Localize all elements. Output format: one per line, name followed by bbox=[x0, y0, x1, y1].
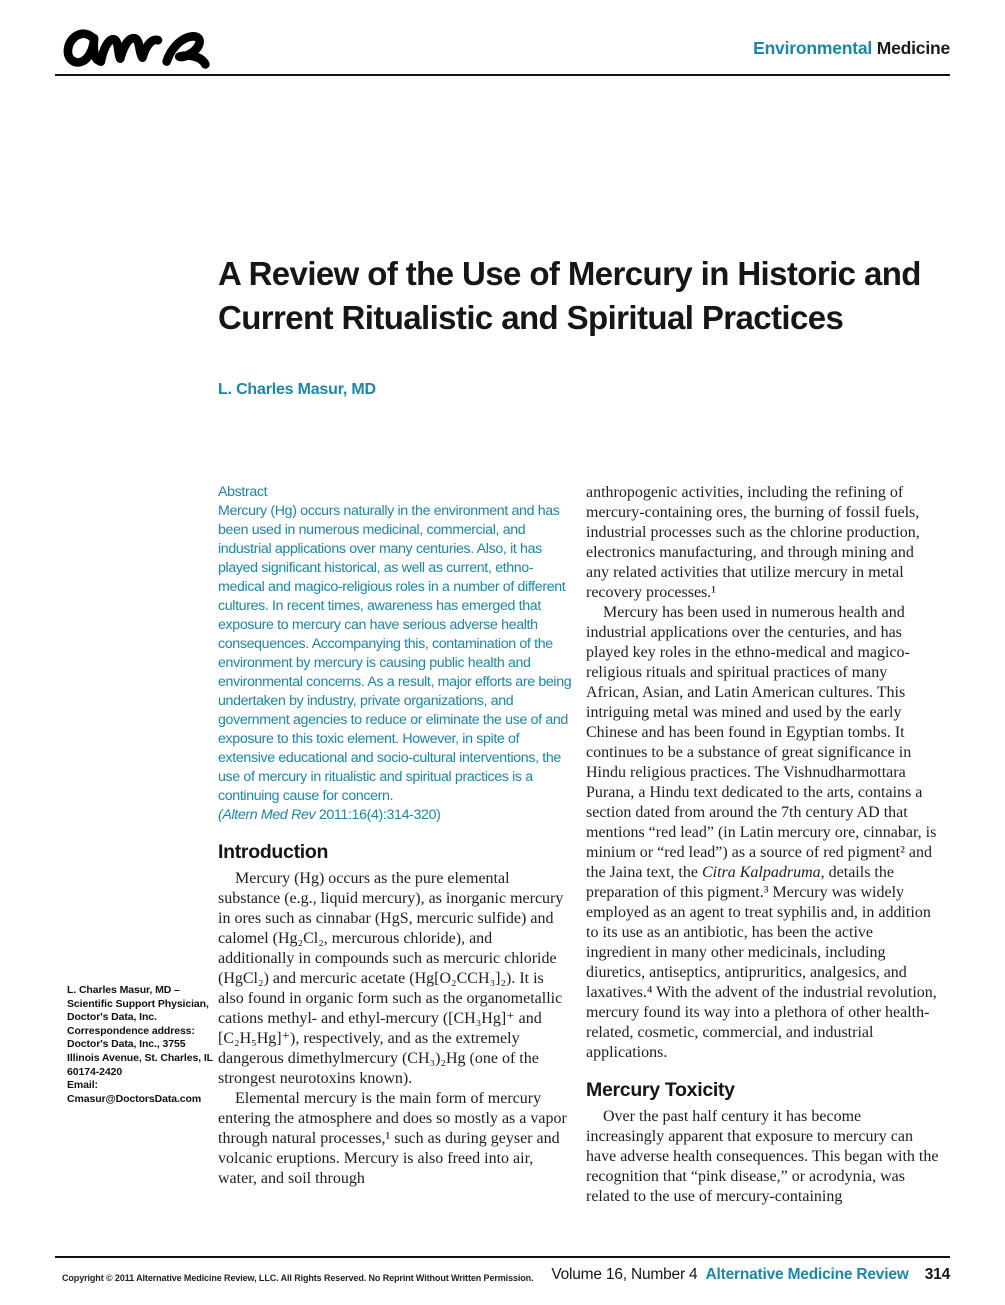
abstract-body: Mercury (Hg) occurs naturally in the environment and has been used in numerous medicinal, commercial, and industrial applications over many centuries. Also, it has played significant historical, as well as current, ethno-medical and magico-religious roles in a number of different cultures. In recent times, awareness has emerged that exposure to mercury can have serious adverse health consequences. Accompanying this, contamination of the environment by mercury is causing public health and environmental concerns. As a result, major efforts are being undertaken by industry, private organizations, and government agencies to reduce or eliminate the use of and exposure to this toxic element. However, in spite of extensive educational and socio-cultural interventions, the use of mercury in ritualistic and spiritual practices is a continuing cause for concern. bbox=[218, 503, 572, 804]
section-banner bbox=[753, 38, 950, 59]
footer-journal-info bbox=[551, 1266, 950, 1284]
left-column bbox=[218, 483, 572, 1189]
page-title: A Review of the Use of Mercury in Historic and Current Ritualistic and Spiritual Practices bbox=[218, 255, 921, 336]
toxicity-paragraph: Over the past half century it has become increasingly apparent that exposure to mercury can have adverse health consequences. This began with the recognition that “pink disease,” or acrodynia, was related to the use of mercury-containing bbox=[586, 1108, 939, 1205]
copyright-notice: Copyright © 2011 Alternative Medicine Review, LLC. All Rights Reserved. No Reprint Without Written Permission. bbox=[62, 1273, 534, 1283]
journal-name: Alternative Medicine Review bbox=[705, 1266, 909, 1283]
section-banner-type: Medicine bbox=[876, 38, 950, 58]
correspondence-line: 60174-2420 bbox=[67, 1065, 123, 1078]
correspondence-line: Scientific Support Physician, bbox=[67, 997, 209, 1010]
right-column bbox=[586, 483, 940, 1207]
correspondence-email: Cmasur@DoctorsData.com bbox=[67, 1092, 202, 1105]
author-correspondence bbox=[67, 984, 227, 1106]
abstract-citation: (Altern Med Rev bbox=[218, 807, 319, 823]
header-divider bbox=[55, 74, 950, 76]
cited-work-title: Citra Kalpadruma bbox=[701, 864, 821, 881]
abstract-citation-numbers: 2011:16(4):314-320) bbox=[318, 807, 441, 823]
correspondence-line: Email: bbox=[67, 1079, 98, 1092]
abstract-block bbox=[218, 483, 572, 825]
abstract-heading: Abstract bbox=[218, 484, 268, 500]
footer-divider bbox=[55, 1256, 950, 1258]
author-name: L. Charles Masur, MD bbox=[218, 381, 376, 398]
mercury-toxicity-heading: Mercury Toxicity bbox=[586, 1079, 735, 1101]
volume-number: Volume 16, Number 4 bbox=[551, 1266, 698, 1283]
amr-logo bbox=[57, 16, 227, 76]
section-banner-category: Environmental bbox=[753, 38, 873, 58]
mercury-toxicity-text bbox=[586, 1107, 940, 1207]
history-text-pre: Mercury has been used in numerous health and industrial applications over the centuries, and has played key roles in the ethno-medical and magico-religious rituals and spiritual practices of many African, Asian, and Latin American cultures. This intriguing metal was mined and used by the early Chinese and has been found in Egyptian tombs. It continues to be a substance of great significance in Hindu religious practices. The Vishnudharmottara Purana, a Hindu text dedicated to the arts, contains a section dated from around the 7th century AD that mentions “red lead” (in Latin mercury ore, cinnabar, is minium or “red lead”) as a source of red pigment² and the Jaina text, the bbox=[586, 604, 937, 881]
correspondence-line: Correspondence address: bbox=[67, 1024, 195, 1037]
amr-logo-icon bbox=[57, 16, 227, 76]
introduction-heading: Introduction bbox=[218, 841, 329, 863]
body-paragraph-history bbox=[586, 603, 940, 1063]
correspondence-line: Doctor's Data, Inc. bbox=[67, 1011, 157, 1024]
intro-paragraph-2: Elemental mercury is the main form of mercury entering the atmosphere and does so mostly as a vapor through natural processes,¹ such as during geyser and volcanic eruptions. Mercury is also freed into air, water, and soil through bbox=[218, 1090, 567, 1187]
page-number: 314 bbox=[924, 1266, 950, 1283]
correspondence-line: L. Charles Masur, MD – bbox=[67, 984, 180, 996]
introduction-text bbox=[218, 869, 572, 1189]
intro-paragraph-1: Mercury (Hg) occurs as the pure elemental substance (e.g., liquid mercury), as inorganic mercury in ores such as cinnabar (HgS, mercuric sulfide) and calomel (Hg₂Cl₂, mercurous chloride), and additionally in compounds such as mercuric chloride (HgCl₂) and mercuric acetate (Hg[O₂CCH₃]₂). It is also found in organic form such as the organometallic cations methyl- and ethyl-mercury ([CH₃Hg]⁺ and [C₂H₅Hg]⁺), respectively, and as the extremely dangerous dimethylmercury (CH₃)₂Hg (one of the strongest neurotoxins known). bbox=[218, 870, 564, 1087]
correspondence-line: Illinois Avenue, St. Charles, IL bbox=[67, 1051, 213, 1064]
correspondence-line: Doctor's Data, Inc., 3755 bbox=[67, 1038, 186, 1051]
body-paragraph-continuation: anthropogenic activities, including the refining of mercury-containing ores, the burning of fossil fuels, industrial processes such as the chlorine production, electronics manufacturing, and through mining and any related activities that utilize mercury in metal recovery processes.¹ bbox=[586, 484, 920, 601]
right-column-text bbox=[586, 483, 940, 1063]
history-text-post: , details the preparation of this pigment.³ Mercury was widely employed as an agent to treat syphilis and, in addition to its use as an antibiotic, has been the active ingredient in many other medicinals, including diuretics, antiseptics, antipruritics, analgesics, and laxatives.⁴ With the advent of the industrial revolution, mercury found its way into a plethora of other health-related, cosmetic, commercial, and industrial applications. bbox=[586, 864, 937, 1061]
